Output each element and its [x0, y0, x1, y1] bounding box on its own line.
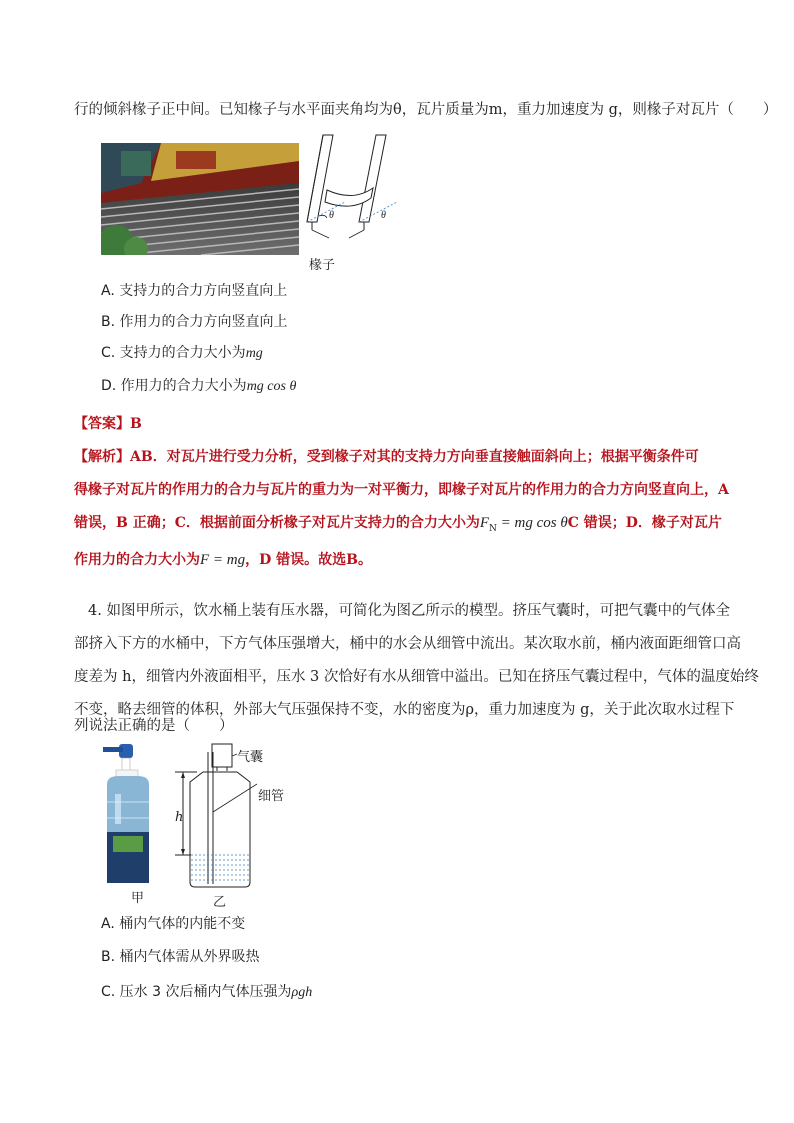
- q4-stem-line-5: 列说法正确的是（ ）: [74, 718, 234, 734]
- q4-option-a: A. 桶内气体的内能不变: [101, 916, 246, 932]
- q4-option-c: C. 压水 3 次后桶内气体压强为ρgh: [101, 984, 313, 1000]
- q3-option-a: A. 支持力的合力方向竖直向上: [101, 283, 288, 299]
- option-d-math: mg cos θ: [246, 379, 297, 394]
- q4-stem-line-1: 4. 如图甲所示，饮水桶上装有压水器，可简化为图乙所示的模型。挤压气囊时，可把气囊中的气体全: [88, 603, 730, 619]
- fig-yi-label: 乙: [213, 895, 227, 910]
- q3-analysis-line-3: 错误，B 正确；C．根据前面分析椽子对瓦片支持力的合力大小为$F_N$ = mg cos θC 错误；D．椽子对瓦片: [74, 515, 722, 534]
- roof-photo: [101, 143, 299, 255]
- q4-stem-line-3: 度差为 h，细管内外液面相平，压水 3 次恰好有水从细管中溢出。已知在挤压气囊过程中，气体的温度始终: [74, 669, 759, 685]
- q3-option-d: D. 作用力的合力大小为mg cos θ: [101, 378, 297, 394]
- fig-qinang-label: 气囊: [237, 750, 264, 765]
- angle-theta-1: θ: [329, 210, 334, 221]
- q3-option-b: B. 作用力的合力方向竖直向上: [101, 314, 288, 330]
- fig-xiguan-label: 细管: [258, 789, 285, 804]
- pump-model-diagram: [175, 742, 305, 896]
- q4-stem-line-2: 部挤入下方的水桶中，下方气体压强增大，桶中的水会从细管中流出。某次取水前，桶内液面距细管口高: [74, 636, 741, 652]
- fig-h-label: h: [175, 810, 184, 825]
- rafter-label: 椽子: [309, 258, 336, 273]
- q4-option-b: B. 桶内气体需从外界吸热: [101, 949, 260, 965]
- q3-analysis-line-1: 【解析】AB．对瓦片进行受力分析，受到椽子对其的支持力方向垂直接触面斜向上；根据平衡条件可: [74, 449, 699, 465]
- q3-answer: 【答案】B: [74, 416, 142, 432]
- q3-analysis-line-2: 得椽子对瓦片的作用力的合力与瓦片的重力为一对平衡力，即椽子对瓦片的作用力的合力方向竖直向上，A: [74, 482, 729, 498]
- angle-theta-2: θ: [381, 210, 386, 221]
- q3-analysis-line-4: 作用力的合力大小为F = mg，D 错误。故选B。: [74, 552, 372, 568]
- q3-option-c: C. 支持力的合力大小为mg: [101, 345, 263, 361]
- q3-stem: 行的倾斜椽子正中间。已知椽子与水平面夹角均为θ，瓦片质量为m，重力加速度为 g，则椽子对瓦片（ ）: [74, 102, 778, 118]
- rafter-diagram: [305, 130, 405, 273]
- water-bottle-photo: [101, 744, 171, 884]
- option-c-math: mg: [245, 346, 263, 361]
- q4-option-c-math: ρgh: [291, 985, 313, 1000]
- fig-jia-label: 甲: [131, 891, 145, 906]
- q4-stem-line-4: 不变，略去细管的体积，外部大气压强保持不变，水的密度为ρ，重力加速度为 g，关于此次取水过程下: [74, 702, 735, 718]
